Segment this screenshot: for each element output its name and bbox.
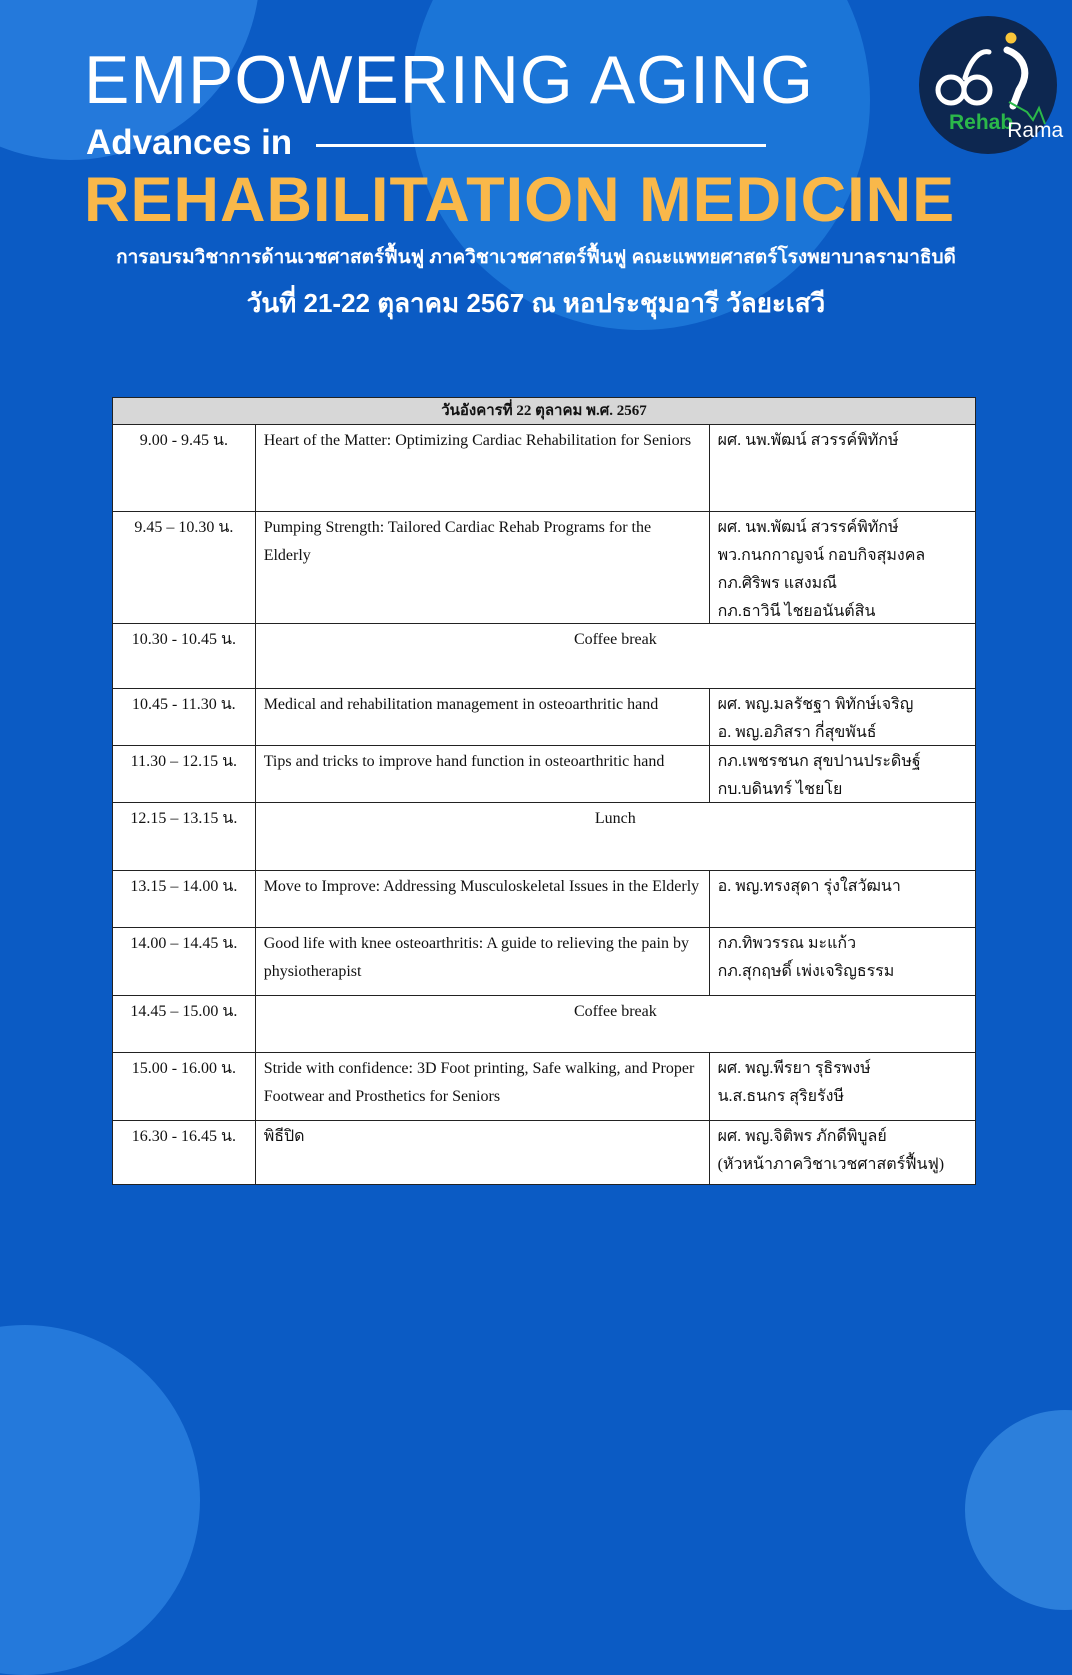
- schedule-break-row: [112, 996, 976, 1053]
- date-venue: วันที่ 21-22 ตุลาคม 2567 ณ หอประชุมอารี วัลยะเสวี: [246, 288, 826, 318]
- poster-title-line2: Advances in: [86, 123, 293, 162]
- topic-cell: Heart of the Matter: Optimizing Cardiac Rehabilitation for Seniors: [256, 425, 710, 511]
- speaker-name: กภ.เพชรชนก สุขปานประดิษฐ์: [717, 753, 921, 770]
- speaker-name: อ. พญ.อภิสรา กี่สุขพันธ์: [717, 724, 877, 741]
- speakers-cell: [710, 425, 975, 511]
- topic-cell: Move to Improve: Addressing Musculoskeletal Issues in the Elderly: [256, 871, 710, 927]
- schedule-row: [112, 689, 976, 746]
- schedule-break-row: [112, 803, 976, 871]
- break-cell: Coffee break: [573, 631, 657, 648]
- schedule-row: [112, 512, 976, 624]
- time-cell: 10.45 - 11.30 น.: [113, 689, 256, 745]
- topic-cell: Good life with knee osteoarthritis: A guide to relieving the pain by physiotherapist: [256, 928, 710, 995]
- time-cell: 9.00 - 9.45 น.: [113, 425, 256, 511]
- background-circle: [965, 1410, 1072, 1610]
- speakers-cell: [710, 871, 975, 927]
- background-circle: [0, 1325, 200, 1675]
- time-cell: 10.30 - 10.45 น.: [113, 624, 256, 688]
- poster-subtitle: การอบรมวิชาการด้านเวชศาสตร์ฟื้นฟู ภาควิชาเวชศาสตร์ฟื้นฟู คณะแพทยศาสตร์โรงพยาบาลรามาธิบดี: [116, 247, 956, 268]
- poster-title-line3: REHABILITATION MEDICINE: [84, 165, 956, 235]
- time-cell: 16.30 - 16.45 น.: [113, 1121, 256, 1184]
- schedule-table: [112, 397, 976, 1185]
- speaker-name: (หัวหน้าภาควิชาเวชศาสตร์ฟื้นฟู): [717, 1156, 945, 1173]
- speakers-cell: [710, 746, 975, 802]
- schedule-rows: [112, 425, 976, 1185]
- speaker-name: น.ส.ธนกร สุริยรังษี: [717, 1088, 844, 1105]
- title-divider: [316, 144, 766, 147]
- time-cell: 9.45 – 10.30 น.: [113, 512, 256, 623]
- topic-cell: Medical and rehabilitation management in osteoarthritic hand: [256, 689, 710, 745]
- speakers-cell: [710, 512, 975, 623]
- schedule-break-row: [112, 624, 976, 689]
- speaker-name: ผศ. นพ.พัฒน์ สวรรค์พิทักษ์: [717, 432, 899, 449]
- speakers-cell: [710, 1053, 975, 1120]
- speaker-name: กภ.ธาวินี ไชยอนันต์สิน: [717, 603, 876, 620]
- topic-cell: Pumping Strength: Tailored Cardiac Rehab Programs for the Elderly: [256, 512, 710, 623]
- speakers-cell: [710, 1121, 975, 1184]
- time-cell: 14.45 – 15.00 น.: [113, 996, 256, 1052]
- time-cell: 12.15 – 13.15 น.: [113, 803, 256, 870]
- speaker-name: ผศ. พญ.มลรัชฐา พิทักษ์เจริญ: [717, 696, 914, 713]
- topic-cell: พิธีปิด: [256, 1121, 710, 1184]
- schedule-row: [112, 1121, 976, 1185]
- speaker-name: อ. พญ.ทรงสุดา รุ่งใสวัฒนา: [717, 878, 901, 895]
- schedule-row: [112, 1053, 976, 1121]
- speaker-name: ผศ. พญ.จิติพร ภักดีพิบูลย์: [717, 1128, 887, 1145]
- speaker-name: พว.กนกกาญจน์ กอบกิจสุมงคล: [717, 547, 926, 564]
- time-cell: 13.15 – 14.00 น.: [113, 871, 256, 927]
- speakers-cell: [710, 928, 975, 995]
- speaker-name: ผศ. พญ.พีรยา รุธิรพงษ์: [717, 1060, 871, 1077]
- break-cell: Lunch: [594, 810, 636, 827]
- schedule-date-header: วันอังคารที่ 22 ตุลาคม พ.ศ. 2567: [112, 397, 976, 425]
- speaker-name: กบ.บดินทร์ ไชยโย: [717, 781, 843, 798]
- schedule-row: [112, 871, 976, 928]
- time-cell: 15.00 - 16.00 น.: [113, 1053, 256, 1120]
- speaker-name: กภ.ศิริพร แสงมณี: [717, 575, 838, 592]
- topic-cell: Stride with confidence: 3D Foot printing, Safe walking, and Proper Footwear and Prosthetics for Seniors: [256, 1053, 710, 1120]
- poster-title: EMPOWERING AGING: [84, 42, 815, 118]
- logo-text: RehabRama: [949, 111, 1064, 142]
- rehab-rama-logo: [919, 16, 1064, 154]
- speaker-name: ผศ. นพ.พัฒน์ สวรรค์พิทักษ์: [717, 519, 899, 536]
- schedule-row: [112, 425, 976, 512]
- time-cell: 11.30 – 12.15 น.: [113, 746, 256, 802]
- time-cell: 14.00 – 14.45 น.: [113, 928, 256, 995]
- break-cell: Coffee break: [573, 1003, 657, 1020]
- schedule-row: [112, 746, 976, 803]
- schedule-row: [112, 928, 976, 996]
- speakers-cell: [710, 689, 975, 745]
- topic-cell: Tips and tricks to improve hand function in osteoarthritic hand: [256, 746, 710, 802]
- speaker-name: กภ.ทิพวรรณ มะแก้ว: [717, 935, 857, 952]
- speaker-name: กภ.สุกฤษดิ์ เพ่งเจริญธรรม: [717, 963, 895, 980]
